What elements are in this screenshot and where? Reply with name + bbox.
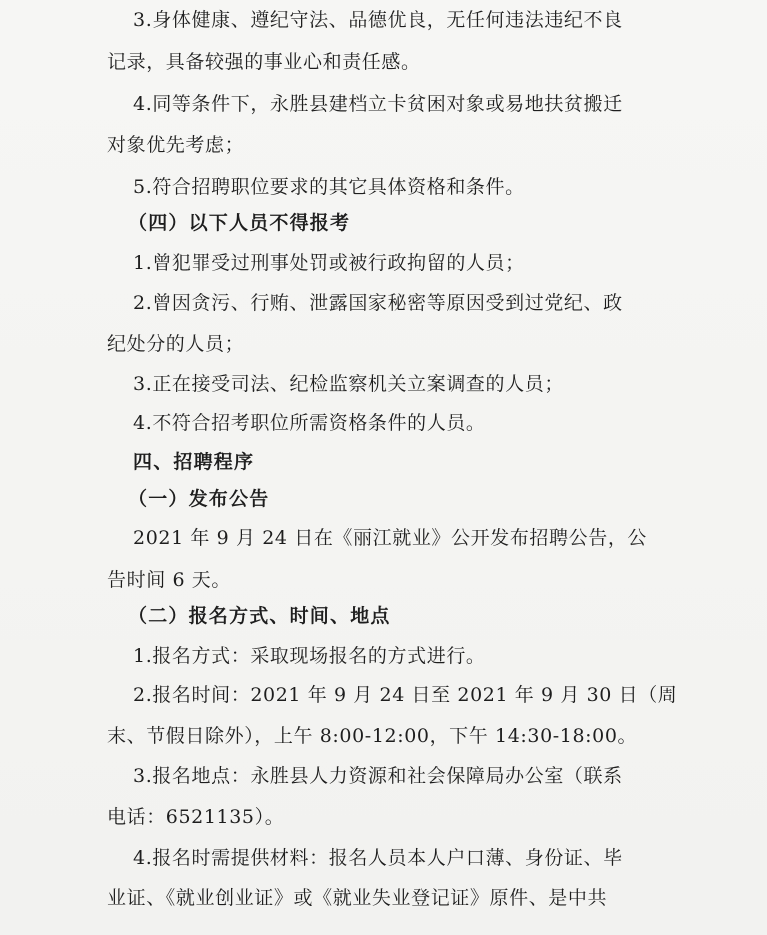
chapter-heading-procedure: 四、招聘程序 — [133, 451, 255, 473]
registration-materials: 4.报名时需提供材料：报名人员本人户口薄、身份证、毕 — [133, 847, 623, 869]
excluded-item-3: 3.正在接受司法、纪检监察机关立案调查的人员； — [133, 373, 564, 395]
section-heading-registration: （二）报名方式、时间、地点 — [128, 605, 391, 627]
announcement-text-continued: 告时间 6 天。 — [107, 569, 231, 591]
announcement-text: 2021 年 9 月 24 日在《丽江就业》公开发布招聘公告，公 — [133, 527, 648, 549]
registration-location-continued: 电话：6521135）。 — [107, 806, 285, 828]
requirement-item-4-continued: 对象优先考虑； — [107, 134, 245, 156]
registration-time-continued: 末、节假日除外），上午 8:00-12:00，下午 14:30-18:00。 — [107, 725, 638, 747]
excluded-item-2-continued: 纪处分的人员； — [107, 333, 245, 355]
registration-method: 1.报名方式：采取现场报名的方式进行。 — [133, 645, 486, 667]
registration-location: 3.报名地点：永胜县人力资源和社会保障局办公室（联系 — [133, 765, 623, 787]
registration-materials-continued: 业证、《就业创业证》或《就业失业登记证》原件、是中共 — [107, 887, 608, 909]
excluded-item-1: 1.曾犯罪受过刑事处罚或被行政拘留的人员； — [133, 252, 525, 274]
requirement-item-3: 3.身体健康、遵纪守法、品德优良，无任何违法违纪不良 — [133, 9, 623, 31]
requirement-item-5: 5.符合招聘职位要求的其它具体资格和条件。 — [133, 176, 525, 198]
section-heading-excluded: （四）以下人员不得报考 — [128, 212, 351, 234]
registration-time: 2.报名时间：2021 年 9 月 24 日至 2021 年 9 月 30 日（周 — [133, 684, 678, 706]
section-heading-announcement: （一）发布公告 — [128, 488, 270, 510]
excluded-item-4: 4.不符合招考职位所需资格条件的人员。 — [133, 412, 486, 434]
requirement-item-4: 4.同等条件下，永胜县建档立卡贫困对象或易地扶贫搬迁 — [133, 93, 623, 115]
excluded-item-2: 2.曾因贪污、行贿、泄露国家秘密等原因受到过党纪、政 — [133, 292, 623, 314]
requirement-item-3-continued: 记录，具备较强的事业心和责任感。 — [107, 51, 421, 73]
